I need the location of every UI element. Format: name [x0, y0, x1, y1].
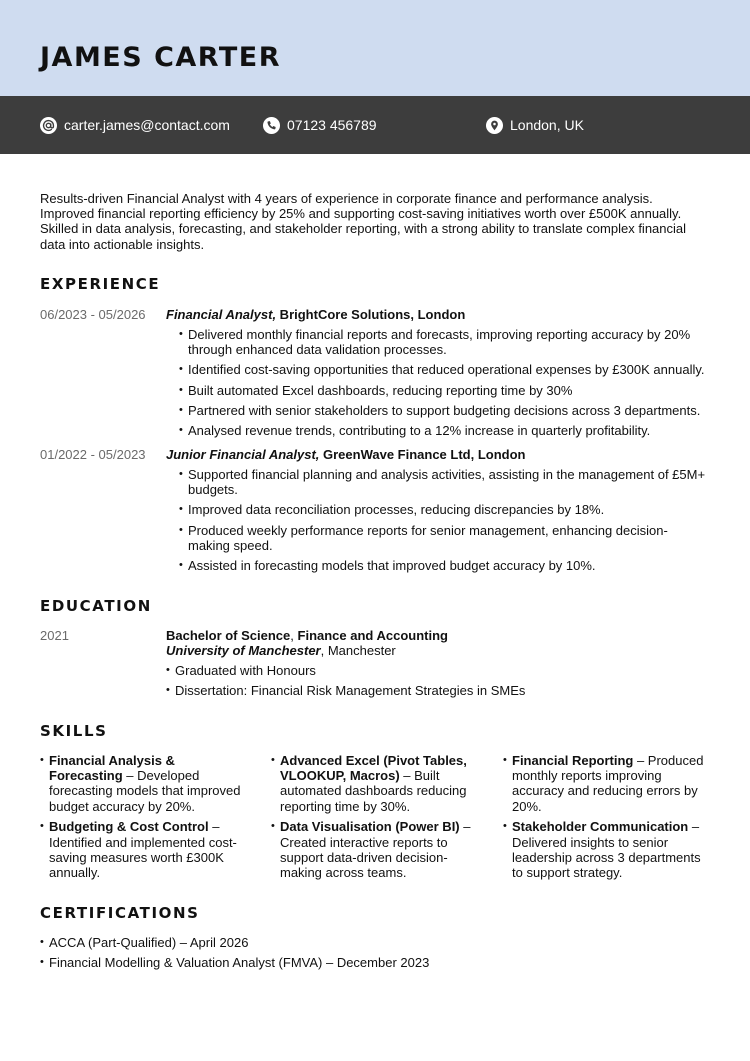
- list-item: • Graduated with Honours: [166, 663, 706, 678]
- job-company: GreenWave Finance Ltd, London: [319, 447, 526, 462]
- skill-item: [503, 819, 713, 880]
- education-bullets: [166, 663, 706, 703]
- job-role: Financial Analyst,: [166, 307, 277, 322]
- phone-icon: [263, 117, 280, 134]
- skill-name: Budgeting & Cost Control: [49, 819, 209, 835]
- contact-location: [486, 115, 584, 135]
- list-item: • Dissertation: Financial Risk Management Strategies in SMEs: [166, 683, 706, 698]
- skill-desc: – Produced monthly reports improving accuracy and reducing errors by 20%.: [512, 753, 704, 814]
- skill-item: [271, 819, 476, 880]
- profile-summary: Results-driven Financial Analyst with 4 years of experience in corporate finance and performance analysis. Improved financial reporting efficiency by 25% and supporting cost-saving initiatives worth over £500K annually. Skilled in data analysis, forecasting, and stakeholder reporting, with a strong ability to translate complex financial data into actionable insights.: [40, 191, 687, 252]
- experience-heading: EXPERIENCE: [40, 275, 161, 293]
- skill-desc: – Created interactive reports to support data-driven decision-making across teams.: [280, 819, 471, 880]
- list-item: • Supported financial planning and analysis activities, assisting in the management of £5M+ budgets.: [179, 467, 709, 497]
- phone-text[interactable]: 07123 456789: [287, 117, 377, 133]
- job-role: Junior Financial Analyst,: [166, 447, 320, 462]
- location-text: London, UK: [510, 117, 584, 133]
- job-bullets: [179, 327, 709, 443]
- skill-item: [40, 819, 245, 880]
- university-city: , Manchester: [320, 643, 396, 658]
- education-degree: Bachelor of Science, Finance and Accounting: [166, 628, 448, 643]
- skill-name: Advanced Excel (Pivot Tables, VLOOKUP, Macros): [280, 753, 467, 784]
- certifications-list: [40, 935, 710, 975]
- degree-field: Finance and Accounting: [297, 628, 448, 643]
- education-heading: EDUCATION: [40, 597, 152, 615]
- list-item: • Analysed revenue trends, contributing to a 12% increase in quarterly profitability.: [179, 423, 709, 438]
- list-item: • Improved data reconciliation processes, reducing discrepancies by 18%.: [179, 502, 709, 517]
- list-item: • Financial Modelling & Valuation Analyst (FMVA) – December 2023: [40, 955, 710, 970]
- degree-name: Bachelor of Science: [166, 628, 291, 643]
- skill-name: Data Visualisation (Power BI): [280, 819, 460, 835]
- job-company: BrightCore Solutions, London: [276, 307, 466, 322]
- contact-bar: [0, 96, 750, 154]
- list-item: • Assisted in forecasting models that improved budget accuracy by 10%.: [179, 558, 709, 573]
- at-sign-icon: [40, 117, 57, 134]
- skill-item: [271, 753, 476, 814]
- university-name: University of Manchester: [166, 643, 321, 658]
- skills-column: [40, 753, 245, 886]
- skill-name: Stakeholder Communication: [512, 819, 689, 835]
- list-item: • Built automated Excel dashboards, reducing reporting time by 30%: [179, 383, 709, 398]
- skill-name: Financial Analysis & Forecasting: [49, 753, 175, 784]
- list-item: • Identified cost-saving opportunities that reduced operational expenses by £300K annually.: [179, 362, 709, 377]
- certifications-heading: CERTIFICATIONS: [40, 904, 200, 922]
- education-school: [166, 643, 396, 658]
- job-bullets: [179, 467, 709, 578]
- skills-heading: SKILLS: [40, 722, 108, 740]
- skill-item: [40, 753, 245, 814]
- skills-column: [503, 753, 713, 886]
- job-title: [166, 447, 525, 463]
- list-item: • Partnered with senior stakeholders to support budgeting decisions across 3 departments.: [179, 403, 709, 418]
- list-item: • Produced weekly performance reports for senior management, enhancing decision-making speed.: [179, 523, 709, 553]
- candidate-name: JAMES CARTER: [40, 42, 282, 73]
- map-pin-icon: [486, 117, 503, 134]
- skill-desc: – Delivered insights to senior leadership across 3 departments to support strategy.: [512, 819, 701, 880]
- skill-desc: – Built automated dashboards reducing reporting time by 30%.: [280, 768, 467, 814]
- job-dates: 06/2023 - 05/2026: [40, 307, 146, 322]
- list-item: • ACCA (Part-Qualified) – April 2026: [40, 935, 710, 950]
- skill-desc: – Developed forecasting models that improved budget accuracy by 20%.: [49, 768, 241, 814]
- job-title: [166, 307, 465, 323]
- contact-email: [40, 115, 230, 135]
- contact-phone: [263, 115, 377, 135]
- education-year: 2021: [40, 628, 69, 643]
- skills-column: [271, 753, 476, 886]
- job-dates: 01/2022 - 05/2023: [40, 447, 146, 462]
- skill-name: Financial Reporting: [512, 753, 634, 768]
- email-text[interactable]: carter.james@contact.com: [64, 117, 230, 133]
- skill-item: [503, 753, 713, 814]
- list-item: • Delivered monthly financial reports and forecasts, improving reporting accuracy by 20% through enhanced data validation processes.: [179, 327, 709, 357]
- skill-desc: – Identified and implemented cost-saving measures worth £300K annually.: [49, 819, 237, 880]
